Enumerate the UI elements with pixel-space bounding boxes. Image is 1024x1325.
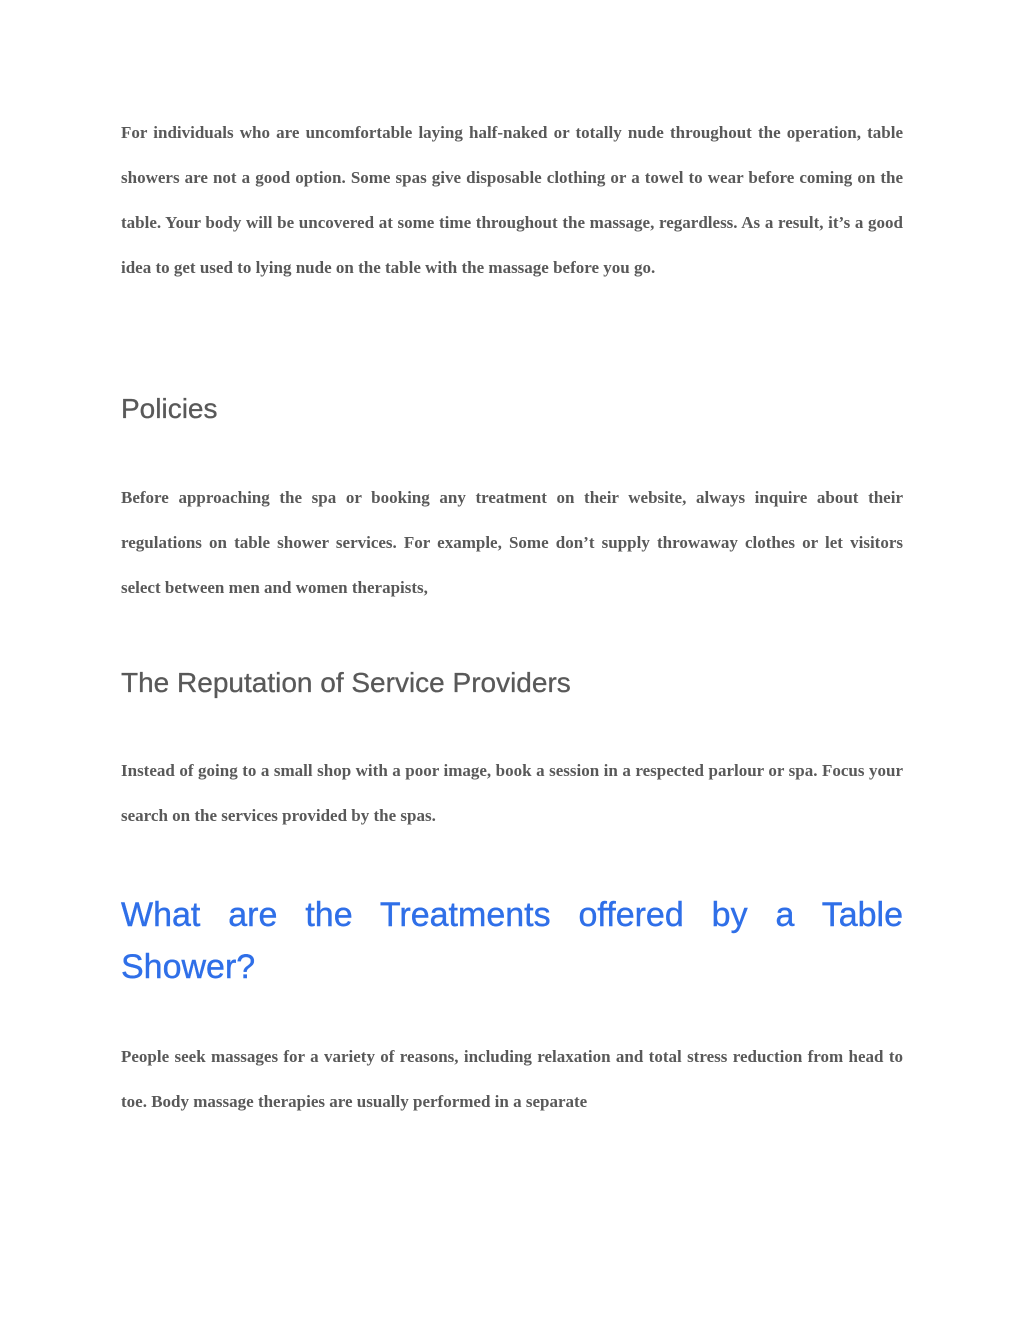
- reputation-heading: The Reputation of Service Providers: [121, 667, 571, 698]
- treatments-paragraph: People seek massages for a variety of reasons, including relaxation and total stress reduction from head to toe. Body massage therapies are usually performed in a separate: [121, 1047, 903, 1111]
- treatments-heading: What are the Treatments offered by a Table Shower?: [121, 896, 903, 986]
- intro-paragraph: For individuals who are uncomfortable laying half-naked or totally nude throughout the operation, table showers are not a good option. Some spas give disposable clothing or a towel to wear before coming on the table. Your body will be uncovered at some time throughout the massage, regardless. As a result, it’s a good idea to get used to lying nude on the table with the massage before you go.: [121, 123, 903, 277]
- policies-heading: Policies: [121, 393, 218, 424]
- policies-paragraph: Before approaching the spa or booking any treatment on their website, always inquire about their regulations on table shower services. For example, Some don’t supply throwaway clothes or let visitors select between men and women therapists,: [121, 488, 903, 597]
- reputation-paragraph: Instead of going to a small shop with a poor image, book a session in a respected parlour or spa. Focus your search on the services provided by the spas.: [121, 761, 903, 825]
